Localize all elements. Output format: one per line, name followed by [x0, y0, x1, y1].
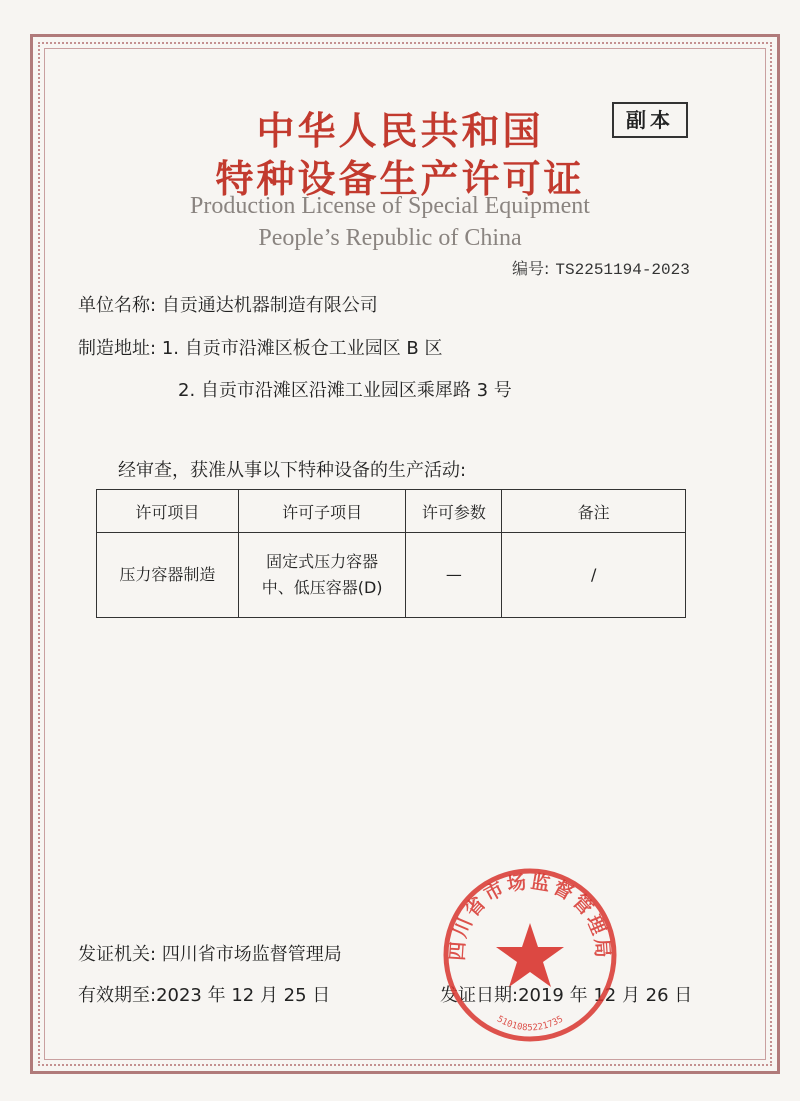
seal-text: 四川省市场监督管理局	[446, 870, 614, 962]
seal-star-icon	[496, 923, 564, 987]
seal-number: 5101085221735	[494, 1014, 566, 1034]
issue-value: 2019 年 12 月 26 日	[518, 985, 693, 1006]
subitem-line1: 固定式压力容器	[266, 552, 379, 571]
header-param: 许可参数	[406, 490, 502, 533]
header-note: 备注	[502, 490, 686, 533]
issuer-value: 四川省市场监督管理局	[161, 944, 342, 965]
header-item: 许可项目	[97, 490, 239, 533]
cell-note: /	[502, 533, 686, 618]
table-row	[97, 533, 686, 618]
subitem-line2: 中、低压容器(D)	[261, 578, 383, 597]
company-value: 自贡通达机器制造有限公司	[161, 295, 378, 316]
license-table	[96, 489, 686, 618]
serial-label: 编号:	[512, 259, 550, 278]
valid-label: 有效期至:	[78, 985, 157, 1006]
copy-mark: 副本	[612, 102, 688, 138]
serial-value: TS2251194-2023	[555, 261, 690, 279]
cell-item: 压力容器制造	[97, 533, 239, 618]
serial-number	[512, 256, 690, 279]
address-1: 1. 自贡市沿滩区板仓工业园区 B 区	[161, 338, 443, 359]
title-en-line1: Production License of Special Equipment	[190, 193, 590, 219]
company-label: 单位名称:	[78, 295, 157, 316]
title-en-line2: People’s Republic of China	[258, 225, 522, 251]
title-cn-line2: 特种设备生产许可证	[215, 157, 585, 201]
title-cn-line1: 中华人民共和国	[256, 109, 544, 153]
official-seal	[440, 865, 620, 1045]
address-2: 2. 自贡市沿滩区沿滩工业园区乘犀路 3 号	[178, 380, 512, 401]
company-row	[78, 291, 378, 317]
intro-text: 经审查，获准从事以下特种设备的生产活动:	[118, 460, 467, 481]
header-subitem: 许可子项目	[238, 490, 406, 533]
valid-value: 2023 年 12 月 25 日	[156, 985, 331, 1006]
issue-label: 发证日期:	[440, 985, 519, 1006]
table-header-row	[97, 490, 686, 533]
cell-param: —	[406, 533, 502, 618]
cell-subitem	[238, 533, 406, 618]
issuer-row	[78, 940, 342, 966]
issuer-label: 发证机关:	[78, 944, 157, 965]
address-row-1	[78, 334, 443, 360]
address-label: 制造地址:	[78, 338, 157, 359]
valid-row	[78, 981, 330, 1007]
